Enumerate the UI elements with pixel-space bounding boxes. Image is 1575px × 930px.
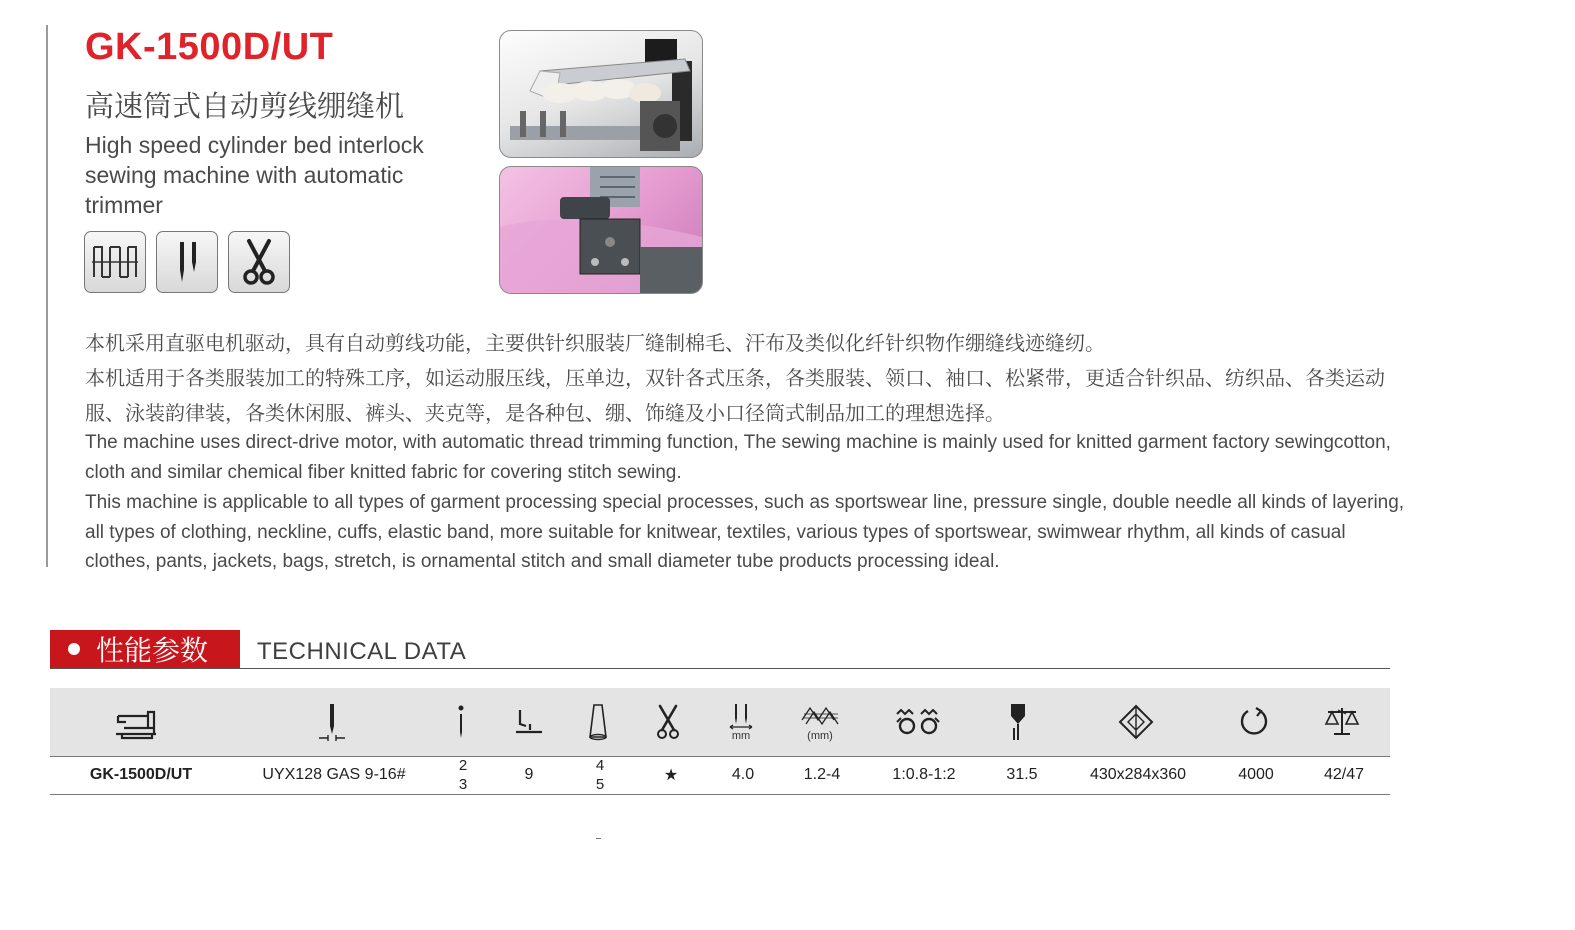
trimmer-icon (654, 688, 682, 756)
technical-data-header (50, 630, 1390, 669)
spec-icon-row (50, 688, 1390, 757)
feature-icons (84, 231, 290, 293)
needle-count-icon (455, 688, 467, 756)
spec-needle: UYX128 GAS 9-16# (262, 766, 406, 783)
left-rule (46, 25, 48, 567)
spec-needle-count-b: 3 (458, 776, 468, 793)
technical-data-title-en: TECHNICAL DATA (257, 638, 467, 665)
twin-needle-icon (156, 231, 218, 293)
description-cn-1: 本机采用直驱电机驱动，具有自动剪线功能，主要供针织服装厂缝制棉毛、汗布及类似化纤针织物作绷缝线迹缝纫。 (85, 331, 1105, 355)
spec-lift: 31.5 (1006, 766, 1038, 783)
machine-head-photo (499, 30, 703, 158)
scissors-icon (228, 231, 290, 293)
presser-foot-photo (499, 166, 703, 294)
description-en-2: This machine is applicable to all types of garment processing special processes, such as sportswear line, pressure single, double needle all kinds of layering, all types of clothing, neckline, cuffs, elastic band, more suitable for knitwear, textiles, various types of sportswear, swimwear rhythm, all kinds of casual clothes, pants, jackets, bags, stretch, is ornamental stitch and small diameter tube products processing ideal. (85, 492, 1405, 572)
stray-mark (596, 838, 601, 839)
spec-trimmer: ★ (663, 767, 679, 784)
thread-cone-icon (587, 688, 609, 756)
stitch-length-icon (800, 688, 840, 756)
gauge-unit-label: mm (731, 730, 751, 742)
spec-needle-count-a: 2 (458, 757, 468, 774)
spec-presser: 9 (524, 766, 534, 783)
spec-thread-count-a: 4 (595, 757, 605, 774)
spec-thread-count (596, 756, 604, 794)
presser-lift-icon (1008, 688, 1028, 756)
speed-icon (1238, 688, 1270, 756)
spec-data-row (50, 756, 1390, 795)
dimensions-icon (1118, 688, 1154, 756)
description-cn-2: 本机适用于各类服装加工的特殊工序，如运动服压线，压单边，双针各式压条，各类服装、领口、袖口、松紧带，更适合针织品、纺织品、各类运动服、泳装韵律装，各类休闲服、裤头、夹克等，是各种包、绷、饰缝及小口径筒式制品加工的理想选择。 (85, 366, 1385, 425)
differential-feed-icon (895, 688, 941, 756)
cover-stitch-icon (84, 231, 146, 293)
spec-weight: 42/47 (1323, 766, 1365, 783)
presser-foot-icon (512, 688, 544, 756)
product-name-en: High speed cylinder bed interlock sewing machine with automatic trimmer (85, 132, 424, 218)
spec-differential: 1:0.8-1:2 (892, 766, 956, 783)
product-name-cn: 高速筒式自动剪线绷缝机 (85, 89, 405, 123)
needle-icon (317, 688, 347, 756)
spec-stitch: 1.2-4 (803, 766, 841, 783)
model-title: GK-1500D/UT (85, 26, 334, 68)
machine-icon (114, 688, 158, 756)
stitch-unit-label: (mm) (807, 730, 833, 742)
bullet-icon (68, 643, 80, 655)
needle-gauge-icon (728, 688, 754, 756)
technical-data-title-cn: 性能参数 (96, 634, 209, 667)
description-en-1: The machine uses direct-drive motor, with automatic thread trimming function, The sewing machine is mainly used for knitted garment factory sewingcotton, cloth and similar chemical fiber knitted fabric for covering stitch sewing. (85, 432, 1391, 483)
weight-icon (1324, 688, 1360, 756)
spec-speed: 4000 (1238, 766, 1274, 783)
spec-model: GK-1500D/UT (89, 766, 193, 783)
technical-data-badge (50, 630, 240, 668)
spec-dimensions: 430x284x360 (1089, 766, 1187, 783)
spec-thread-count-b: 5 (595, 776, 605, 793)
spec-needle-count (459, 756, 467, 794)
spec-gauge: 4.0 (731, 766, 755, 783)
